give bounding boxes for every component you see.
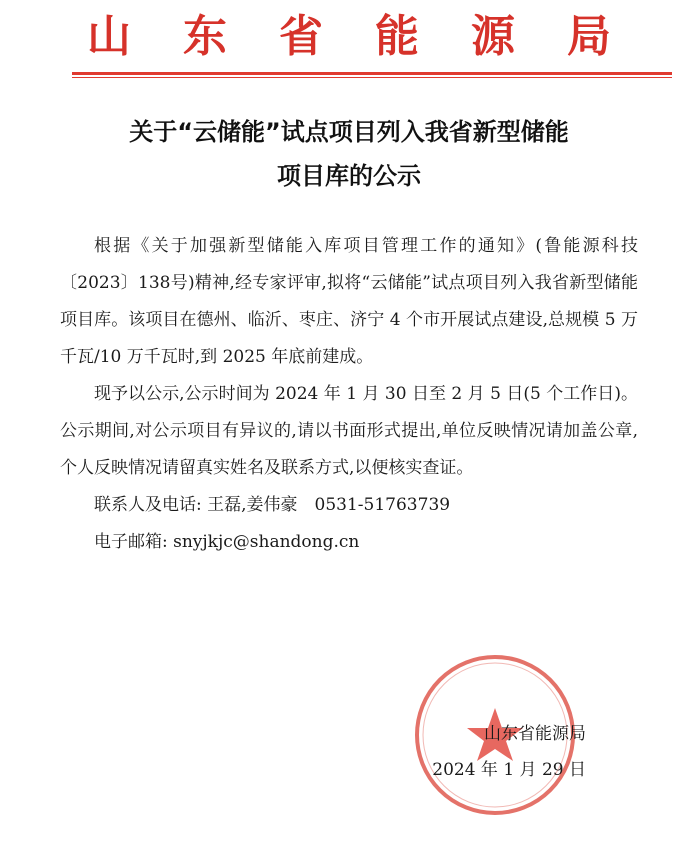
letterhead	[0, 4, 698, 70]
document-title	[40, 110, 658, 198]
email-line: 电子邮箱: snyjkjc@shandong.cn	[94, 532, 360, 552]
letterhead-rule-thick	[72, 72, 672, 75]
signature-org: 山东省能源局	[484, 724, 586, 744]
document-title-line-2: 项目库的公示	[277, 162, 421, 190]
letterhead-org-name: 山东省能源局	[87, 11, 663, 62]
signature-block	[432, 716, 586, 788]
contact-line: 联系人及电话: 王磊,姜伟豪 0531-51763739	[94, 495, 451, 515]
paragraph-1: 根据《关于加强新型储能入库项目管理工作的通知》(鲁能源科技〔2023〕138号)精神,经专家评审,拟将“云储能”试点项目列入我省新型储能项目库。该项目在德州、临沂、枣庄、济宁 4 个市开展试点建设,总规模 5 万千瓦/10 万千瓦时,到 2025 年底前建成。	[60, 236, 638, 367]
document-body	[60, 228, 638, 561]
signature-date: 2024 年 1 月 29 日	[432, 760, 586, 780]
letterhead-rule-thin	[72, 77, 672, 78]
document-title-line-1: 关于“云储能”试点项目列入我省新型储能	[129, 118, 569, 146]
paragraph-2: 现予以公示,公示时间为 2024 年 1 月 30 日至 2 月 5 日(5 个工作日)。公示期间,对公示项目有异议的,请以书面形式提出,单位反映情况请加盖公章,个人反映情况请留真实姓名及联系方式,以便核实查证。	[60, 384, 638, 478]
